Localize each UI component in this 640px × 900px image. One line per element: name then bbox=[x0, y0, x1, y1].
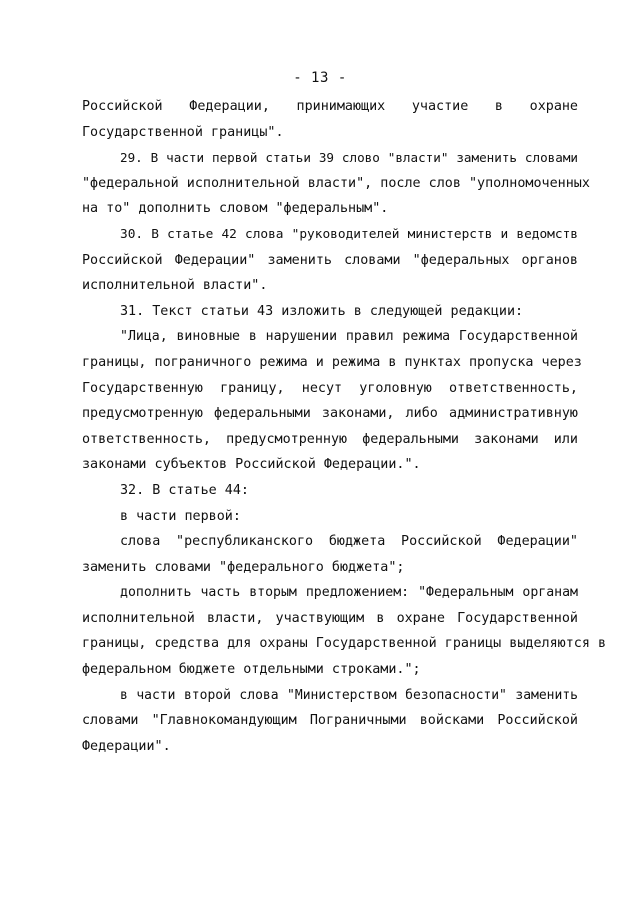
text-line: границы, пограничного режима и режима в пунктах пропуска через bbox=[82, 354, 582, 370]
text-line: в части первой: bbox=[120, 508, 241, 524]
text-line: исполнительной власти, участвующим в охране Государственной bbox=[82, 610, 578, 626]
document-body bbox=[82, 94, 607, 759]
text-line: на то" дополнить словом "федеральным". bbox=[82, 201, 389, 217]
text-line: дополнить часть вторым предложением: "Федеральным органам bbox=[120, 585, 578, 601]
text-line: "федеральной исполнительной власти", после слов "уполномоченных bbox=[82, 175, 590, 191]
text-line: Федерации". bbox=[82, 738, 171, 754]
text-line: словами "Главнокомандующим Пограничными войсками Российской bbox=[82, 713, 578, 729]
text-line: 29. В части первой статьи 39 слово "власти" заменить словами bbox=[120, 150, 578, 166]
text-line: предусмотренную федеральными законами, либо административную bbox=[82, 406, 578, 422]
text-line: исполнительной власти". bbox=[82, 278, 268, 294]
text-line: "Лица, виновные в нарушении правил режима Государственной bbox=[120, 329, 578, 345]
text-line: в части второй слова "Министерством безопасности" заменить bbox=[120, 687, 578, 703]
text-line: Государственную границу, несут уголовную ответственность, bbox=[82, 380, 578, 396]
text-line: заменить словами "федерального бюджета"; bbox=[82, 559, 405, 575]
text-line: федеральном бюджете отдельными строками."; bbox=[82, 662, 421, 678]
text-line: слова "республиканского бюджета Российской Федерации" bbox=[120, 534, 578, 550]
text-line: 30. В статье 42 слова "руководителей министерств и ведомств bbox=[120, 226, 578, 242]
text-line: границы, средства для охраны Государственной границы выделяются в bbox=[82, 636, 607, 652]
text-line: ответственность, предусмотренную федеральными законами или bbox=[82, 431, 578, 447]
text-line: Российской Федерации, принимающих участие в охране bbox=[82, 99, 578, 114]
text-line: Государственной границы". bbox=[82, 124, 284, 140]
text-line: 32. В статье 44: bbox=[120, 482, 249, 498]
page-number: - 13 - bbox=[293, 70, 347, 86]
text-line: законами субъектов Российской Федерации.". bbox=[82, 457, 421, 473]
text-line: 31. Текст статьи 43 изложить в следующей редакции: bbox=[120, 303, 524, 319]
text-line: Российской Федерации" заменить словами "федеральных органов bbox=[82, 252, 578, 268]
